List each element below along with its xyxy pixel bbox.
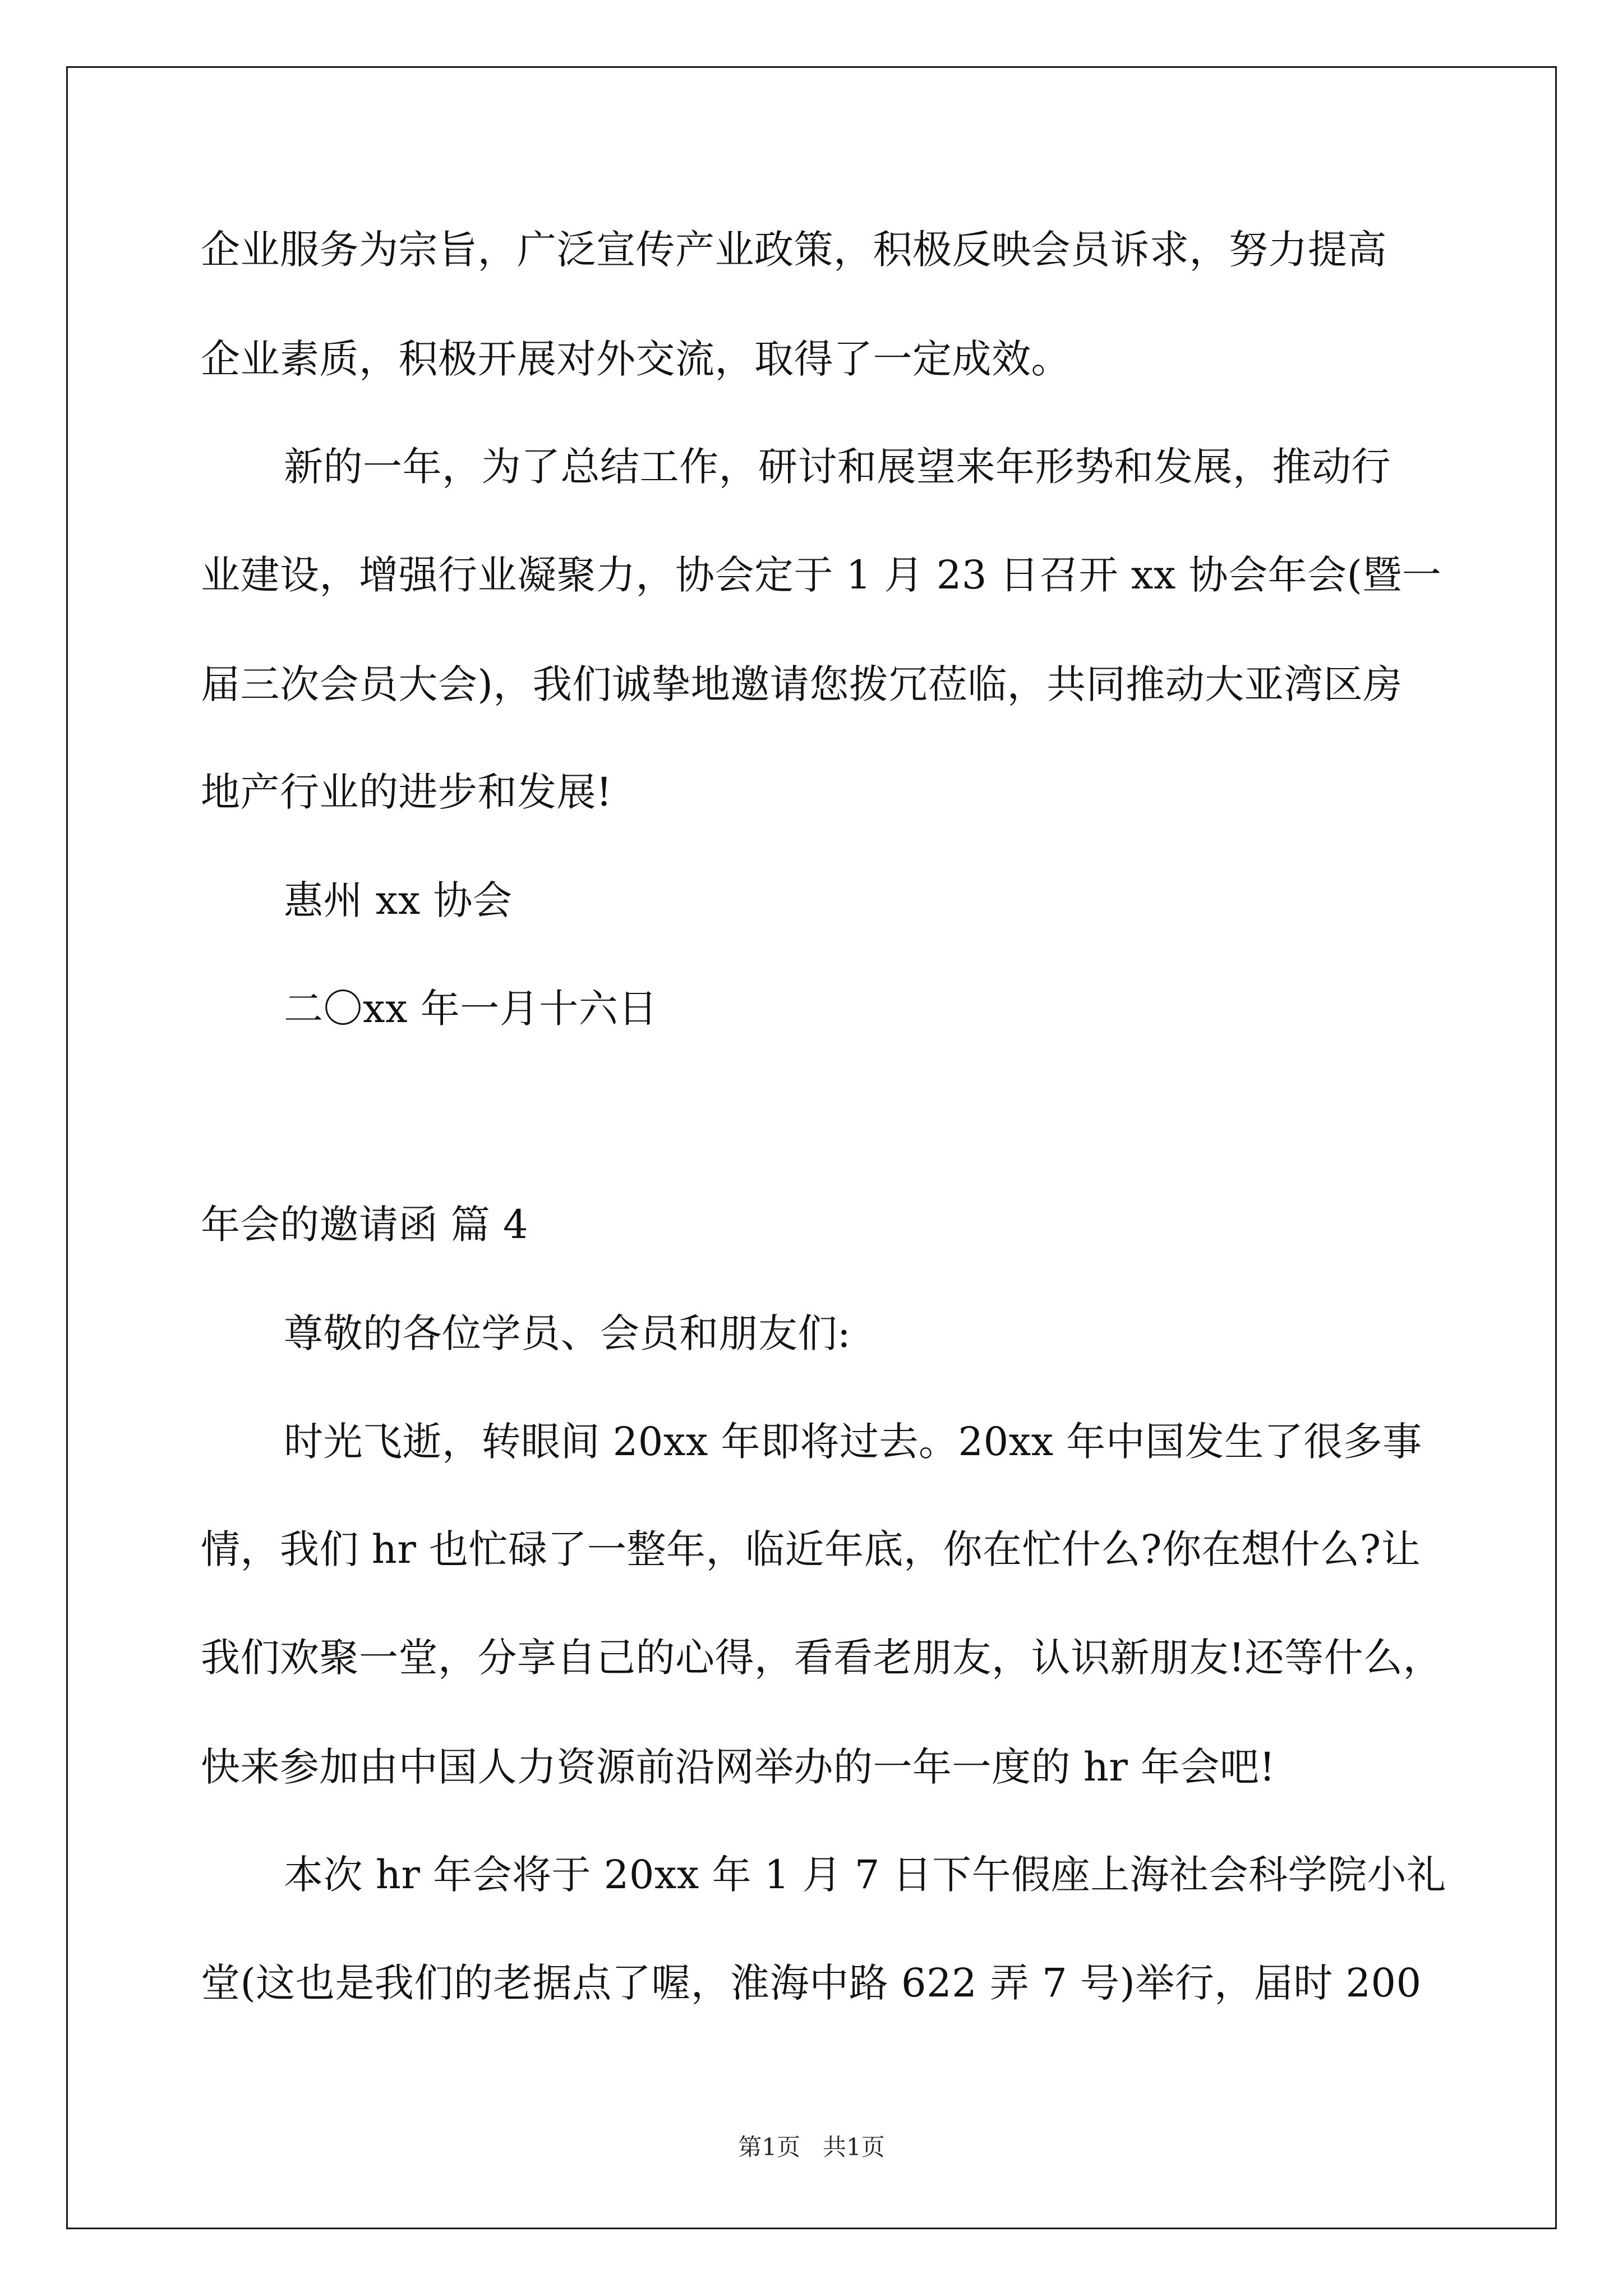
text-line-4: 业建设，增强行业凝聚力，协会定于 1 月 23 日召开 xx 协会年会(暨一	[201, 552, 1442, 598]
text-line-16: 堂(这也是我们的老据点了喔，淮海中路 622 弄 7 号)举行，届时 200	[201, 1960, 1422, 2006]
salutation: 尊敬的各位学员、会员和朋友们:	[284, 1310, 851, 1356]
text-line-3: 新的一年，为了总结工作，研讨和展望来年形势和发展，推动行	[284, 444, 1391, 490]
text-line-1: 企业服务为宗旨，广泛宣传产业政策，积极反映会员诉求，努力提高	[201, 227, 1387, 273]
text-line-6: 地产行业的进步和发展!	[201, 769, 612, 815]
page-border	[66, 66, 1557, 2229]
text-line-12: 情，我们 hr 也忙碌了一整年，临近年底，你在忙什么?你在想什么?让	[201, 1526, 1421, 1572]
signature-org: 惠州 xx 协会	[284, 877, 513, 923]
text-line-15: 本次 hr 年会将于 20xx 年 1 月 7 日下午假座上海社会科学院小礼	[284, 1852, 1446, 1898]
text-line-13: 我们欢聚一堂，分享自己的心得，看看老朋友，认识新朋友!还等什么，	[201, 1635, 1443, 1681]
section-heading: 年会的邀请函 篇 4	[201, 1202, 529, 1248]
signature-date: 二〇xx 年一月十六日	[284, 986, 658, 1032]
text-line-14: 快来参加由中国人力资源前沿网举办的一年一度的 hr 年会吧!	[201, 1744, 1276, 1790]
text-line-5: 届三次会员大会)，我们诚挚地邀请您拨冗莅临，共同推动大亚湾区房	[201, 661, 1403, 707]
text-line-11: 时光飞逝，转眼间 20xx 年即将过去。20xx 年中国发生了很多事	[284, 1419, 1422, 1465]
text-line-2: 企业素质，积极开展对外交流，取得了一定成效。	[201, 336, 1071, 382]
page-footer: 第1页 共1页	[738, 2133, 885, 2161]
